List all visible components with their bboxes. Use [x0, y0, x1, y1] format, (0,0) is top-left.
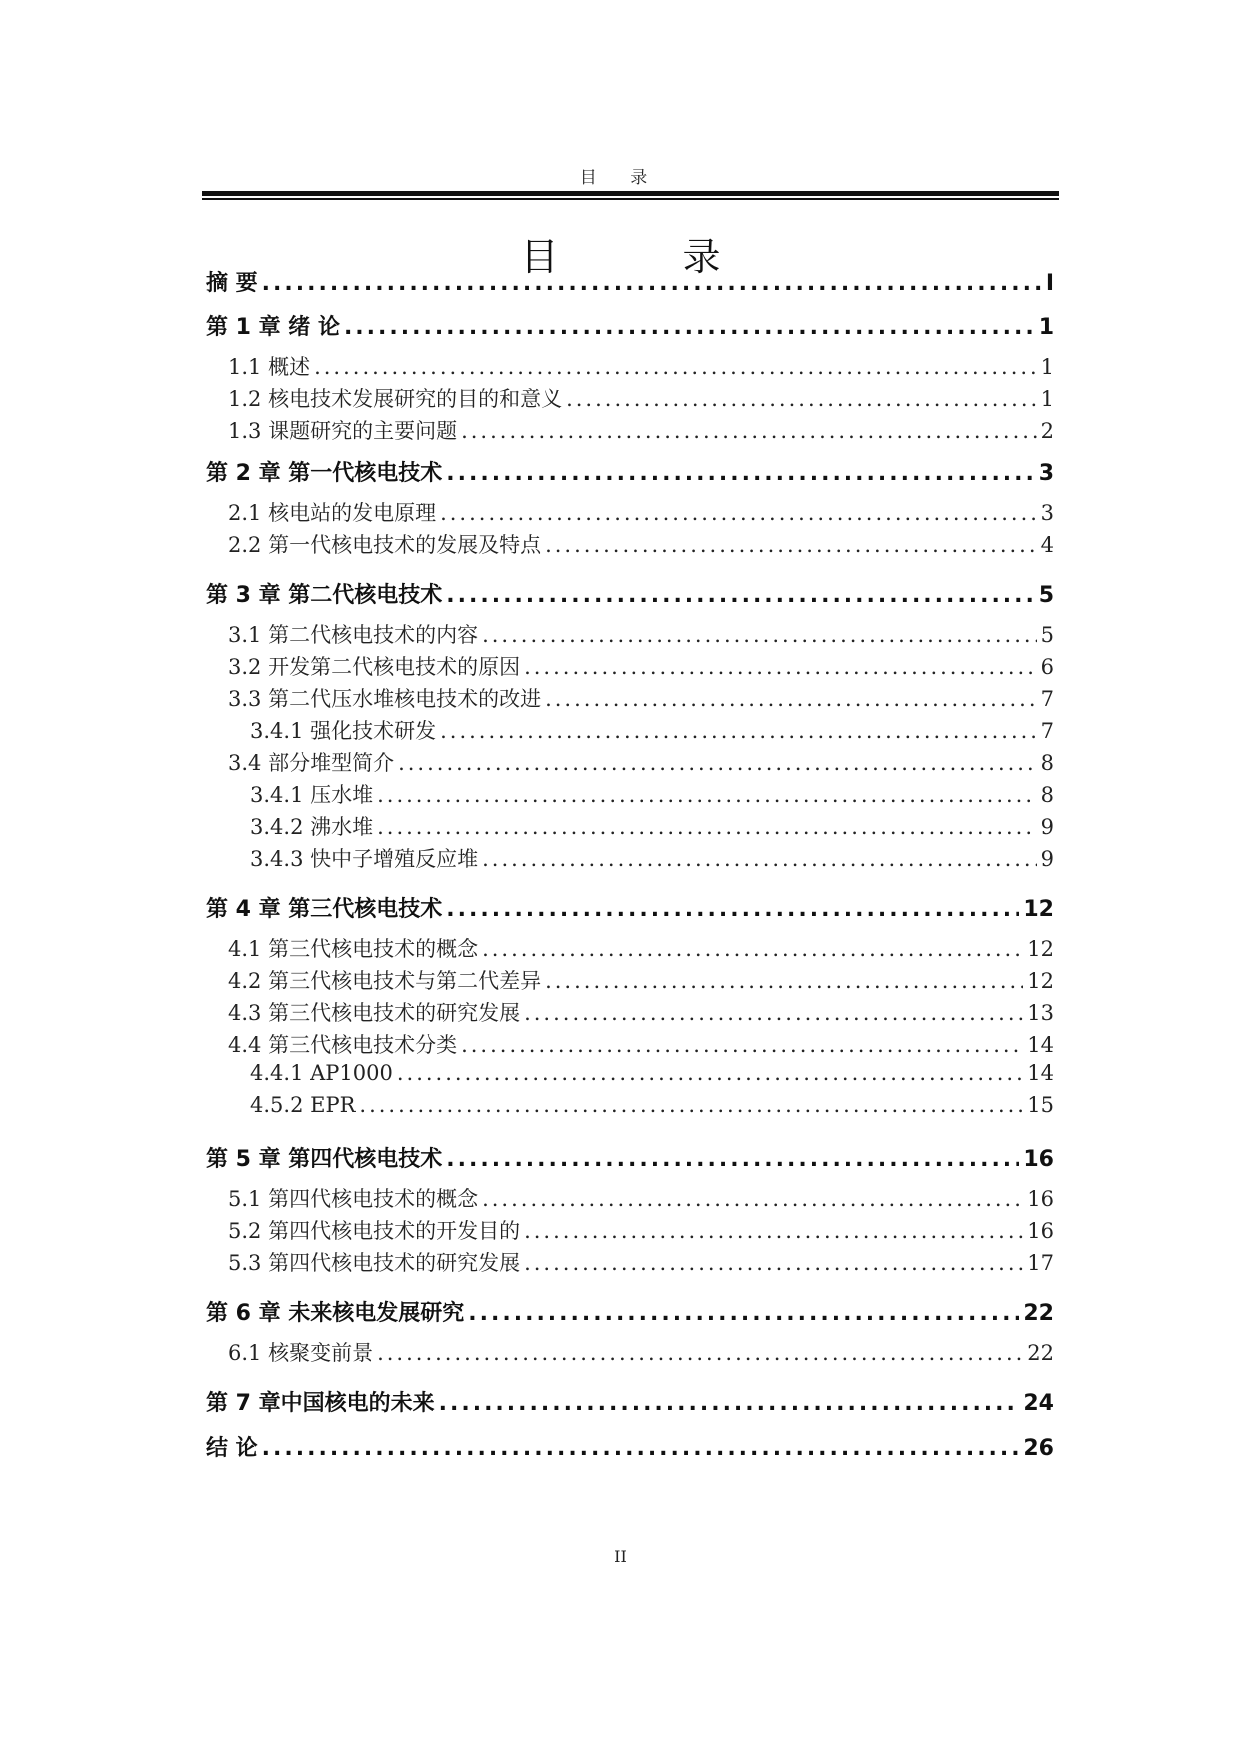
toc-entry-label: 4.4.1 AP1000: [250, 1061, 393, 1085]
toc-entry-label: 3.2 开发第二代核电技术的原因: [228, 655, 521, 679]
toc-entry-chapter-5[interactable]: [206, 1142, 1054, 1173]
dot-leader: [377, 783, 1037, 807]
toc-entry-3-4-3[interactable]: [250, 843, 1054, 873]
toc-entry-label: 5.3 第四代核电技术的研究发展: [228, 1251, 521, 1275]
dot-leader: [482, 847, 1037, 871]
toc-entry-label: 第 3 章 第二代核电技术: [206, 583, 443, 608]
toc-entry-page: 12: [1027, 969, 1054, 993]
toc-entry-page: 14: [1027, 1033, 1054, 1057]
toc-entry-4-2[interactable]: [228, 965, 1054, 995]
toc-entry-chapter-2[interactable]: [206, 456, 1054, 487]
toc-entry-chapter-6[interactable]: [206, 1296, 1054, 1327]
toc-entry-page: 4: [1040, 533, 1054, 557]
toc-entry-page: 9: [1040, 815, 1054, 839]
toc-entry-label: 第 2 章 第一代核电技术: [206, 461, 443, 486]
toc-entry-page: 8: [1040, 751, 1054, 775]
toc-entry-chapter-4[interactable]: [206, 892, 1054, 923]
dot-leader: [566, 387, 1037, 411]
dot-leader: [461, 1033, 1023, 1057]
dot-leader: [468, 1301, 1019, 1326]
toc-entry-page: 9: [1040, 847, 1054, 871]
toc-entry-page: 22: [1027, 1341, 1054, 1365]
toc-entry-page: 1: [1038, 315, 1054, 340]
toc-entry-4-5-2[interactable]: [250, 1093, 1054, 1117]
toc-entry-3-1[interactable]: [228, 619, 1054, 649]
toc-entry-page: 24: [1023, 1391, 1054, 1416]
toc-entry-1-2[interactable]: [228, 383, 1054, 413]
toc-entry-chapter-7[interactable]: [206, 1386, 1054, 1417]
toc-entry-page: 3: [1040, 501, 1054, 525]
dot-leader: [440, 719, 1037, 743]
dot-leader: [262, 271, 1042, 296]
toc-entry-label: 第 1 章 绪 论: [206, 315, 340, 340]
toc-entry-label: 1.1 概述: [228, 355, 311, 379]
toc-entry-label: 第 4 章 第三代核电技术: [206, 897, 443, 922]
table-of-contents: [206, 0, 1054, 1754]
dot-leader: [344, 315, 1035, 340]
toc-entry-3-4[interactable]: [228, 747, 1054, 777]
toc-entry-chapter-1[interactable]: [206, 310, 1054, 341]
dot-leader: [545, 687, 1037, 711]
dot-leader: [461, 419, 1037, 443]
dot-leader: [262, 1436, 1020, 1461]
toc-entry-page: 1: [1040, 387, 1054, 411]
dot-leader: [482, 623, 1037, 647]
toc-entry-page: 1: [1040, 355, 1054, 379]
toc-entry-4-4-1[interactable]: [250, 1061, 1054, 1085]
toc-title: 目 录: [520, 235, 777, 279]
dot-leader: [446, 1147, 1019, 1172]
dot-leader: [446, 583, 1034, 608]
toc-entry-page: 12: [1023, 897, 1054, 922]
page-number: II: [614, 1547, 627, 1566]
toc-entry-label: 3.4.2 沸水堆: [250, 815, 374, 839]
toc-entry-3-4-1[interactable]: [250, 779, 1054, 809]
toc-entry-label: 4.2 第三代核电技术与第二代差异: [228, 969, 542, 993]
toc-entry-6-1[interactable]: [228, 1337, 1054, 1367]
toc-entry-page: 7: [1040, 719, 1054, 743]
toc-entry-1-3[interactable]: [228, 415, 1054, 445]
toc-entry-label: 2.1 核电站的发电原理: [228, 501, 437, 525]
toc-entry-3-3[interactable]: [228, 683, 1054, 713]
toc-entry-label: 3.4.1 强化技术研发: [250, 719, 437, 743]
toc-entry-page: 22: [1023, 1301, 1054, 1326]
dot-leader: [398, 751, 1037, 775]
dot-leader: [397, 1061, 1023, 1085]
dot-leader: [439, 1391, 1020, 1416]
toc-entry-label: 4.3 第三代核电技术的研究发展: [228, 1001, 521, 1025]
toc-entry-label: 1.3 课题研究的主要问题: [228, 419, 458, 443]
dot-leader: [359, 1093, 1023, 1117]
toc-entry-label: 3.4.3 快中子增殖反应堆: [250, 847, 479, 871]
toc-entry-page: 3: [1038, 461, 1054, 486]
dot-leader: [545, 969, 1023, 993]
toc-entry-label: 5.1 第四代核电技术的概念: [228, 1187, 479, 1211]
toc-entry-label: 第 6 章 未来核电发展研究: [206, 1301, 465, 1326]
toc-entry-label: 3.4.1 压水堆: [250, 783, 374, 807]
toc-entry-page: 12: [1027, 937, 1054, 961]
dot-leader: [545, 533, 1037, 557]
toc-entry-5-1[interactable]: [228, 1183, 1054, 1213]
toc-entry-label: 5.2 第四代核电技术的开发目的: [228, 1219, 521, 1243]
toc-entry-page: 14: [1027, 1061, 1054, 1085]
toc-entry-label: 1.2 核电技术发展研究的目的和意义: [228, 387, 563, 411]
toc-entry-page: 13: [1027, 1001, 1054, 1025]
toc-entry-page: 5: [1040, 623, 1054, 647]
toc-entry-page: 7: [1040, 687, 1054, 711]
toc-entry-label: 3.3 第二代压水堆核电技术的改进: [228, 687, 542, 711]
toc-entry-page: 6: [1040, 655, 1054, 679]
dot-leader: [440, 501, 1037, 525]
toc-entry-label: 3.4 部分堆型简介: [228, 751, 395, 775]
toc-entry-2-2[interactable]: [228, 529, 1054, 559]
toc-entry-label: 4.4 第三代核电技术分类: [228, 1033, 458, 1057]
toc-entry-3-4-1-tech[interactable]: [250, 715, 1054, 745]
toc-entry-conclusion[interactable]: [206, 1431, 1054, 1462]
toc-entry-4-3[interactable]: [228, 997, 1054, 1027]
dot-leader: [482, 1187, 1023, 1211]
toc-entry-2-1[interactable]: [228, 497, 1054, 527]
dot-leader: [314, 355, 1037, 379]
toc-entry-label: 6.1 核聚变前景: [228, 1341, 374, 1365]
toc-entry-3-2[interactable]: [228, 651, 1054, 681]
toc-entry-5-3[interactable]: [228, 1247, 1054, 1277]
toc-entry-label: 第 7 章中国核电的未来: [206, 1391, 435, 1416]
toc-entry-page: 8: [1040, 783, 1054, 807]
toc-entry-page: 16: [1027, 1219, 1054, 1243]
toc-entry-page: 15: [1027, 1093, 1054, 1117]
toc-entry-page: 17: [1027, 1251, 1054, 1275]
toc-entry-label: 摘 要: [206, 271, 258, 296]
toc-entry-abstract[interactable]: [206, 266, 1054, 297]
toc-entry-3-4-2[interactable]: [250, 811, 1054, 841]
toc-entry-page: 26: [1023, 1436, 1054, 1461]
dot-leader: [377, 1341, 1023, 1365]
toc-entry-page: 16: [1023, 1147, 1054, 1172]
dot-leader: [377, 815, 1037, 839]
toc-entry-4-4[interactable]: [228, 1029, 1054, 1059]
toc-entry-page: I: [1045, 271, 1054, 296]
toc-entry-chapter-3[interactable]: [206, 578, 1054, 609]
dot-leader: [446, 461, 1034, 486]
toc-entry-label: 第 5 章 第四代核电技术: [206, 1147, 443, 1172]
toc-entry-label: 3.1 第二代核电技术的内容: [228, 623, 479, 647]
dot-leader: [524, 1219, 1023, 1243]
toc-entry-4-1[interactable]: [228, 933, 1054, 963]
toc-entry-label: 4.5.2 EPR: [250, 1093, 356, 1117]
toc-entry-page: 2: [1040, 419, 1054, 443]
toc-entry-label: 2.2 第一代核电技术的发展及特点: [228, 533, 542, 557]
dot-leader: [524, 1251, 1023, 1275]
toc-entry-5-2[interactable]: [228, 1215, 1054, 1245]
dot-leader: [524, 1001, 1023, 1025]
toc-entry-page: 16: [1027, 1187, 1054, 1211]
toc-entry-1-1[interactable]: [228, 351, 1054, 381]
running-header: 目 录: [579, 168, 662, 188]
dot-leader: [482, 937, 1023, 961]
toc-entry-label: 4.1 第三代核电技术的概念: [228, 937, 479, 961]
toc-entry-page: 5: [1038, 583, 1054, 608]
dot-leader: [524, 655, 1037, 679]
dot-leader: [446, 897, 1019, 922]
toc-entry-label: 结 论: [206, 1436, 258, 1461]
